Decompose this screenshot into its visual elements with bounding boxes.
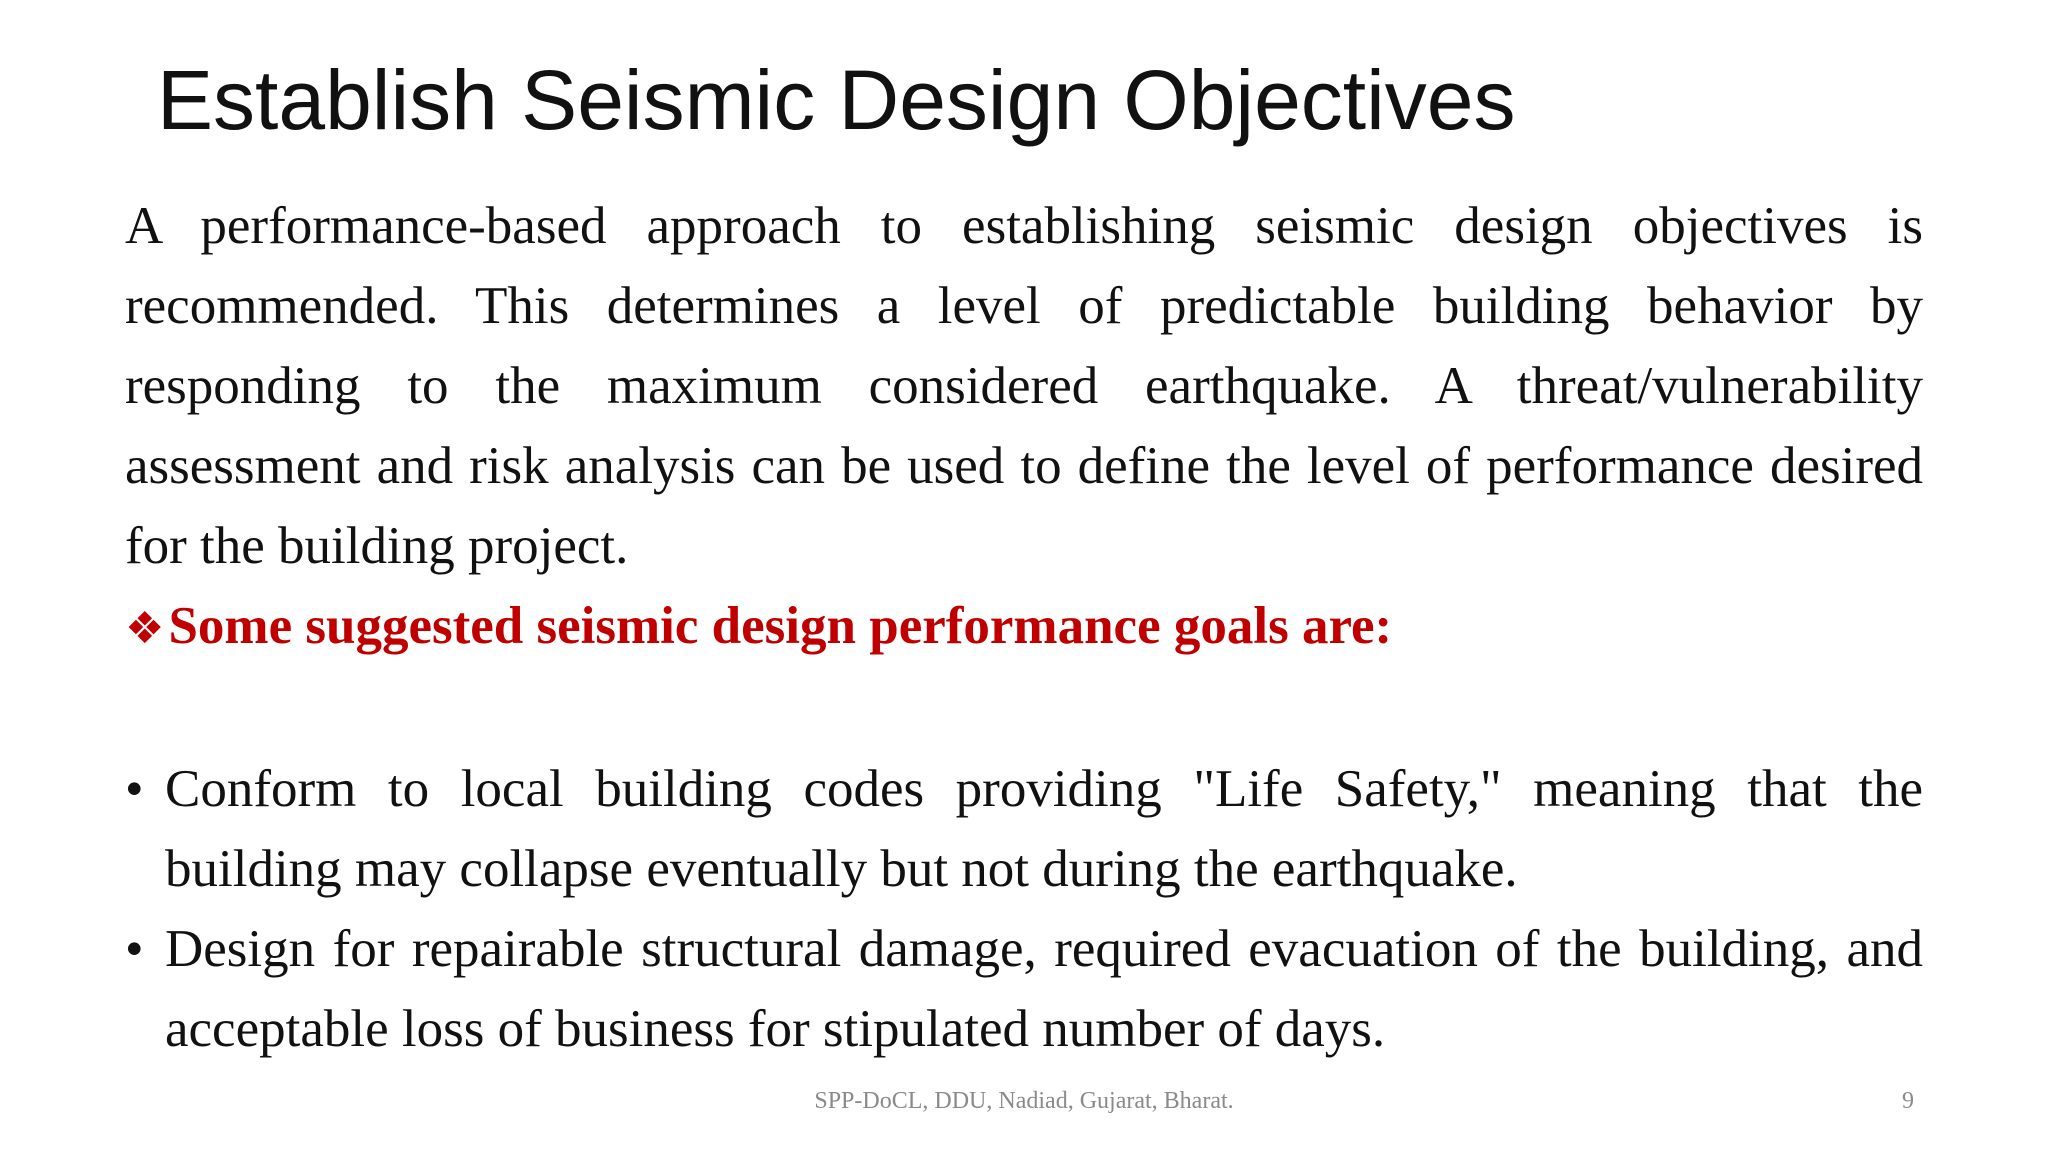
spacer bbox=[125, 669, 1923, 749]
intro-paragraph: A performance-based approach to establishing seismic design objectives is recommended. This determines a level of predictable building behavior by responding to the maximum considered earthquake. A threat/vulnerability assessment and risk analysis can be used to define the level of performance desired for the building project. bbox=[125, 197, 1923, 575]
bullet-icon: • bbox=[125, 760, 144, 818]
goals-list bbox=[125, 749, 1923, 1069]
list-item bbox=[125, 909, 1923, 1069]
goals-heading-text: Some suggested seismic design performance goals are: bbox=[168, 597, 1393, 655]
bullet-icon: • bbox=[125, 920, 144, 978]
footer-text: SPP-DoCL, DDU, Nadiad, Gujarat, Bharat. bbox=[814, 1088, 1234, 1114]
slide-title: Establish Seismic Design Objectives bbox=[157, 53, 1516, 147]
goal-text: Conform to local building codes providing "Life Safety," meaning that the building may collapse eventually but not during the earthquake. bbox=[165, 760, 1923, 898]
goal-text: Design for repairable structural damage, required evacuation of the building, and acceptable loss of business for stipulated number of days. bbox=[165, 920, 1923, 1058]
goals-heading bbox=[125, 586, 1923, 669]
diamond-bullet-icon: ❖ bbox=[125, 603, 165, 654]
list-item bbox=[125, 749, 1923, 909]
slide-content bbox=[125, 186, 1923, 1069]
page-number: 9 bbox=[1902, 1088, 1914, 1114]
